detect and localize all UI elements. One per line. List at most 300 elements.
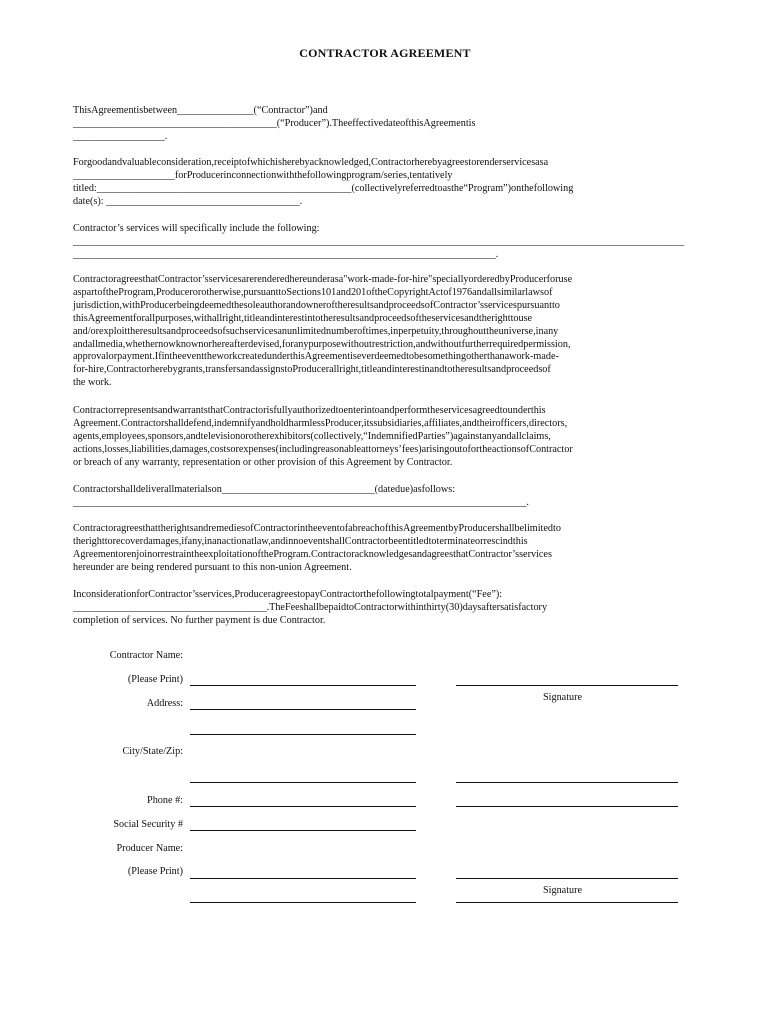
warranty-line-3	[73, 431, 697, 444]
parties-line-3: __________________.	[73, 130, 168, 142]
word: hereby	[414, 157, 443, 168]
word: is	[266, 405, 274, 416]
word: purposes,	[155, 312, 194, 324]
word: required	[489, 338, 524, 350]
word: to	[499, 405, 508, 416]
word: known	[175, 338, 204, 350]
word: an	[212, 535, 222, 547]
word: or	[152, 548, 161, 560]
word: and	[166, 325, 182, 337]
word: this	[530, 405, 546, 416]
word: without	[430, 338, 462, 350]
word: hereafter	[211, 338, 249, 350]
word: The	[331, 117, 348, 129]
word: losses,	[104, 443, 132, 455]
word: something	[423, 351, 467, 363]
word: to	[335, 405, 344, 416]
word: by	[448, 523, 459, 534]
word: effective	[347, 117, 384, 129]
document-title: CONTRACTOR AGREEMENT	[299, 46, 471, 60]
word: Agreement	[304, 351, 351, 363]
word: Contractor	[319, 589, 364, 600]
parties-line-1	[73, 105, 697, 118]
word: “Indemnified	[363, 430, 418, 442]
word: Contractor’s	[468, 548, 520, 560]
word: attorneys’	[361, 443, 402, 455]
word: any	[543, 325, 559, 337]
word: other	[466, 351, 488, 363]
word: the	[73, 535, 86, 547]
word: results	[332, 312, 360, 324]
word: and	[464, 312, 479, 324]
word: owner	[300, 299, 327, 311]
word: claims,	[521, 430, 551, 442]
word: defend,	[183, 417, 214, 429]
word: in	[161, 351, 170, 363]
word: within	[397, 601, 424, 613]
word: (collectively	[351, 182, 403, 194]
word: that	[142, 523, 158, 534]
word: on	[211, 484, 222, 495]
consideration-line-1	[73, 157, 697, 170]
right-column-line-2[interactable]	[456, 806, 678, 807]
word: of	[97, 286, 106, 298]
services-paragraph	[73, 223, 697, 262]
word: or	[108, 351, 118, 363]
word: Program.	[273, 548, 312, 560]
word: Producer	[186, 169, 224, 181]
word: Producer,	[324, 417, 364, 429]
warranty-line-1	[73, 405, 697, 418]
word: right	[491, 312, 511, 324]
work-for-hire-paragraph	[73, 274, 697, 390]
word: deemed	[374, 351, 407, 363]
word: with	[193, 312, 212, 324]
word: sole	[243, 299, 261, 311]
word: Contractor	[73, 484, 117, 495]
word: agrees	[116, 523, 143, 534]
word: Agreement	[403, 523, 449, 534]
remedies-line-1	[73, 523, 697, 536]
word: in	[297, 523, 306, 534]
word: a	[543, 157, 549, 168]
word: tentatively	[409, 169, 453, 181]
word: are	[241, 274, 254, 285]
word: actions	[491, 443, 521, 455]
contractor-signature-line[interactable]	[456, 685, 678, 686]
word: to	[434, 182, 443, 194]
word: throughout	[441, 325, 487, 337]
producer-name-label: Producer Name:	[116, 843, 183, 854]
word: results	[139, 325, 167, 337]
services-line-1: Contractor’s services will specifically include the following:	[73, 223, 320, 234]
word: for	[546, 274, 559, 285]
word: laws	[525, 286, 544, 298]
word: reasonable	[317, 443, 362, 455]
word: is	[468, 117, 476, 129]
word: otherwise,	[201, 286, 244, 298]
word: in	[535, 325, 544, 337]
work-for-hire-line-2	[73, 287, 697, 300]
word: the	[260, 548, 274, 560]
word: being	[176, 299, 200, 311]
word: consideration	[81, 589, 137, 600]
word: and	[379, 405, 395, 416]
contractor-name-label: Contractor Name:	[109, 650, 183, 661]
word: purpose	[308, 338, 341, 350]
word: use	[558, 274, 573, 285]
remedies-paragraph	[73, 523, 697, 575]
word: times,	[365, 325, 391, 337]
word: Contractor	[120, 417, 165, 429]
word: Contractor	[311, 548, 355, 560]
word: the	[486, 325, 499, 337]
word: Contractor	[73, 405, 117, 416]
word: and	[336, 286, 351, 298]
word: shall	[116, 484, 136, 495]
address-field[interactable]	[190, 709, 416, 710]
right-column-line-1[interactable]	[456, 782, 678, 783]
contractor-name-field[interactable]	[190, 685, 416, 686]
word: or	[240, 430, 249, 442]
word: enjoin	[126, 548, 153, 560]
word: event	[303, 535, 326, 547]
word: of	[339, 523, 349, 534]
word: interest	[274, 312, 305, 324]
word: for	[281, 338, 294, 350]
work-for-hire-line-9: the work.	[73, 377, 112, 389]
delivery-line-2: _________________________________________________________________________________________.	[73, 496, 529, 508]
word: Contractor	[253, 523, 298, 534]
word: and	[472, 286, 487, 298]
fee-paragraph	[73, 589, 697, 628]
word: Contractor’s	[433, 299, 485, 311]
word: services,	[199, 589, 235, 600]
word: by	[499, 274, 510, 285]
word: damages,	[143, 535, 182, 547]
word: expenses	[238, 443, 276, 455]
word: exploitation	[203, 548, 253, 560]
word: (30)	[445, 601, 463, 613]
word: that	[142, 274, 158, 285]
word: this	[388, 523, 404, 534]
word: or	[474, 535, 484, 547]
word: specially	[432, 274, 469, 285]
word: hereunder	[289, 274, 331, 285]
word: action	[221, 535, 247, 547]
word: of	[400, 117, 409, 129]
word: the	[320, 312, 333, 324]
work-for-hire-line-7	[73, 351, 697, 364]
word: and	[286, 299, 301, 311]
word: agrees	[116, 274, 143, 285]
word: interest	[391, 364, 422, 376]
word: receipt	[214, 157, 242, 168]
word: Producer	[458, 523, 496, 534]
word: the	[204, 351, 217, 363]
word: of	[410, 312, 419, 324]
word: agreed	[472, 405, 500, 416]
word: part	[81, 286, 98, 298]
word: Fee	[284, 601, 300, 613]
word: of	[326, 299, 335, 311]
word: any,	[187, 535, 205, 547]
word: the	[231, 299, 244, 311]
address-field-line-2[interactable]	[190, 734, 416, 735]
word: whether	[125, 338, 159, 350]
word: deemed	[199, 299, 232, 311]
word: agrees	[271, 589, 298, 600]
work-for-hire-line-6	[73, 339, 697, 352]
word: This	[73, 105, 92, 116]
word: In	[73, 589, 82, 600]
contractor-signature-caption: Signature	[543, 692, 583, 703]
word: of	[542, 364, 551, 376]
word: enter	[343, 405, 364, 416]
word: Producer	[155, 286, 193, 298]
word: agents,	[73, 430, 102, 442]
producer-extra-field[interactable]	[190, 902, 416, 903]
word: jurisdiction,	[73, 299, 122, 311]
consideration-paragraph	[73, 157, 697, 209]
word: fully	[273, 405, 293, 416]
word: and	[157, 405, 173, 416]
word: referred	[402, 182, 435, 194]
word: ______________________________________.	[73, 601, 270, 613]
word: services	[244, 325, 278, 337]
word: recover	[112, 535, 144, 547]
word: for-hire,	[73, 364, 107, 376]
word: series,	[383, 169, 410, 181]
word: Agreement	[73, 548, 119, 560]
word: of	[520, 443, 530, 455]
remedies-line-4: hereunder are being rendered pursuant to this non-union Agreement.	[73, 561, 352, 573]
word: to	[468, 157, 477, 168]
word: Agreement	[87, 312, 133, 324]
word: Producer	[140, 299, 177, 311]
fee-line-3: completion of services. No further payment is due Contractor.	[73, 614, 326, 626]
word: of	[217, 325, 226, 337]
word: or	[192, 286, 202, 298]
word: hereby	[281, 157, 310, 168]
word: arising	[421, 443, 450, 455]
word: with	[121, 299, 141, 311]
word: pursuant	[516, 299, 552, 311]
remedies-line-3	[73, 549, 697, 562]
word: and	[240, 364, 255, 376]
word: between_______________	[143, 105, 254, 116]
word: following	[306, 169, 347, 181]
word: all	[87, 338, 98, 350]
word: transfers	[205, 364, 241, 376]
word: "work-made-for-hire"	[343, 274, 433, 285]
word: Contractor’s	[148, 589, 200, 600]
phone-label: Phone #:	[147, 795, 183, 806]
word: under	[507, 405, 531, 416]
word: services	[502, 157, 536, 168]
delivery-paragraph	[73, 484, 697, 510]
word: consideration,	[156, 157, 215, 168]
right-column-line-3[interactable]	[456, 902, 678, 903]
word: rights	[170, 523, 194, 534]
word: event	[317, 523, 340, 534]
word: to	[104, 535, 113, 547]
word: and	[270, 535, 286, 547]
fee-line-2	[73, 602, 697, 615]
word: of	[366, 286, 375, 298]
word: for	[136, 589, 149, 600]
word: (“Fee”):	[468, 589, 503, 600]
word: proceeds	[374, 312, 411, 324]
word: restrain	[160, 548, 192, 560]
word: to	[346, 601, 355, 613]
work-for-hire-line-5	[73, 326, 697, 339]
warranty-line-2	[73, 418, 697, 431]
word: pay	[305, 589, 320, 600]
word: be	[414, 351, 424, 363]
social-security-field[interactable]	[190, 830, 416, 831]
word: and	[415, 338, 431, 350]
word: all	[486, 286, 497, 298]
word: and	[376, 364, 392, 376]
fee-line-1	[73, 589, 697, 602]
word: shall	[299, 601, 319, 613]
word: remedies	[208, 523, 246, 534]
word: title	[243, 312, 260, 324]
word: employees,	[101, 430, 148, 442]
word: to	[553, 523, 561, 534]
word: Agreement.	[73, 417, 121, 429]
word: in	[204, 535, 213, 547]
word: other	[248, 430, 270, 442]
word: the	[157, 523, 171, 534]
word: and	[462, 417, 477, 429]
word: the	[427, 405, 440, 416]
word: days	[462, 601, 482, 613]
word: the	[294, 169, 307, 181]
word: event	[181, 351, 205, 363]
word: proceeds	[388, 299, 425, 311]
word: shall	[164, 417, 184, 429]
word: 201	[350, 286, 367, 298]
parties-paragraph	[73, 105, 697, 144]
word: such	[225, 325, 245, 337]
word: terminate	[436, 535, 475, 547]
word: as	[413, 484, 422, 495]
word: The	[269, 601, 285, 613]
word: unlimited	[286, 325, 327, 337]
word: be	[514, 523, 525, 534]
word: authorized	[292, 405, 336, 416]
word: results	[347, 299, 374, 311]
word: acknowledges	[354, 548, 413, 560]
word: right,	[222, 312, 244, 324]
word: perpetuity,	[398, 325, 442, 337]
city-state-zip-field[interactable]	[190, 782, 416, 783]
word: an	[277, 325, 287, 337]
word: if	[181, 535, 188, 547]
word: of	[241, 157, 251, 168]
word: all	[144, 312, 156, 324]
word: or	[118, 548, 127, 560]
word: that	[207, 405, 223, 416]
word: and	[491, 364, 507, 376]
word: as	[330, 274, 339, 285]
word: shall	[325, 535, 345, 547]
word: work-made-	[509, 351, 559, 363]
word: which	[250, 157, 276, 168]
please-print-label-producer: (Please Print)	[127, 866, 183, 877]
work-for-hire-line-4	[73, 313, 697, 326]
word: work	[216, 351, 238, 363]
word: and	[429, 364, 445, 376]
consideration-line-2	[73, 170, 697, 183]
word: and	[193, 523, 209, 534]
word: of	[357, 325, 366, 337]
word: due)	[395, 484, 414, 495]
word: If	[154, 351, 162, 363]
social-security-label: Social Security #	[113, 819, 183, 830]
word: and	[185, 430, 201, 442]
word: ______________________________	[221, 484, 375, 495]
word: in	[421, 364, 430, 376]
word: the	[452, 364, 465, 376]
word: Contractor’s	[157, 274, 209, 285]
word: their	[476, 417, 496, 429]
word: liabilities,	[131, 443, 172, 455]
word: and	[359, 312, 375, 324]
word: Producer	[234, 589, 272, 600]
word: its	[363, 417, 374, 429]
word: the	[334, 299, 348, 311]
word: and	[312, 105, 328, 116]
word: ____________________	[73, 169, 175, 181]
word: right,	[339, 364, 362, 376]
word: in	[223, 169, 232, 181]
word: hereby	[150, 364, 178, 376]
word: out	[449, 443, 463, 455]
word: /	[380, 169, 384, 181]
word: the	[105, 286, 119, 298]
word: indemnify	[213, 417, 256, 429]
word: (date	[374, 484, 396, 495]
word: the	[478, 312, 492, 324]
word: Agreement	[423, 117, 469, 129]
producer-name-field[interactable]	[190, 878, 416, 879]
word: without	[340, 338, 372, 350]
word: as	[535, 157, 544, 168]
word: the	[305, 523, 318, 534]
phone-field[interactable]	[190, 806, 416, 807]
word: be	[388, 535, 398, 547]
word: and/or	[73, 325, 100, 337]
word: against	[453, 430, 483, 442]
word: a	[338, 274, 344, 285]
word: into	[304, 312, 321, 324]
city-state-zip-label: City/State/Zip:	[122, 746, 183, 757]
word: sponsors,	[147, 430, 186, 442]
word: of	[379, 523, 389, 534]
producer-signature-line[interactable]	[456, 878, 678, 879]
word: Contractor	[529, 443, 573, 455]
word: and	[255, 417, 271, 429]
word: shall	[495, 523, 515, 534]
word: this	[73, 312, 88, 324]
word: agrees	[427, 548, 454, 560]
address-label: Address:	[146, 698, 183, 709]
word: or	[203, 338, 212, 350]
word: Contractor	[371, 157, 415, 168]
